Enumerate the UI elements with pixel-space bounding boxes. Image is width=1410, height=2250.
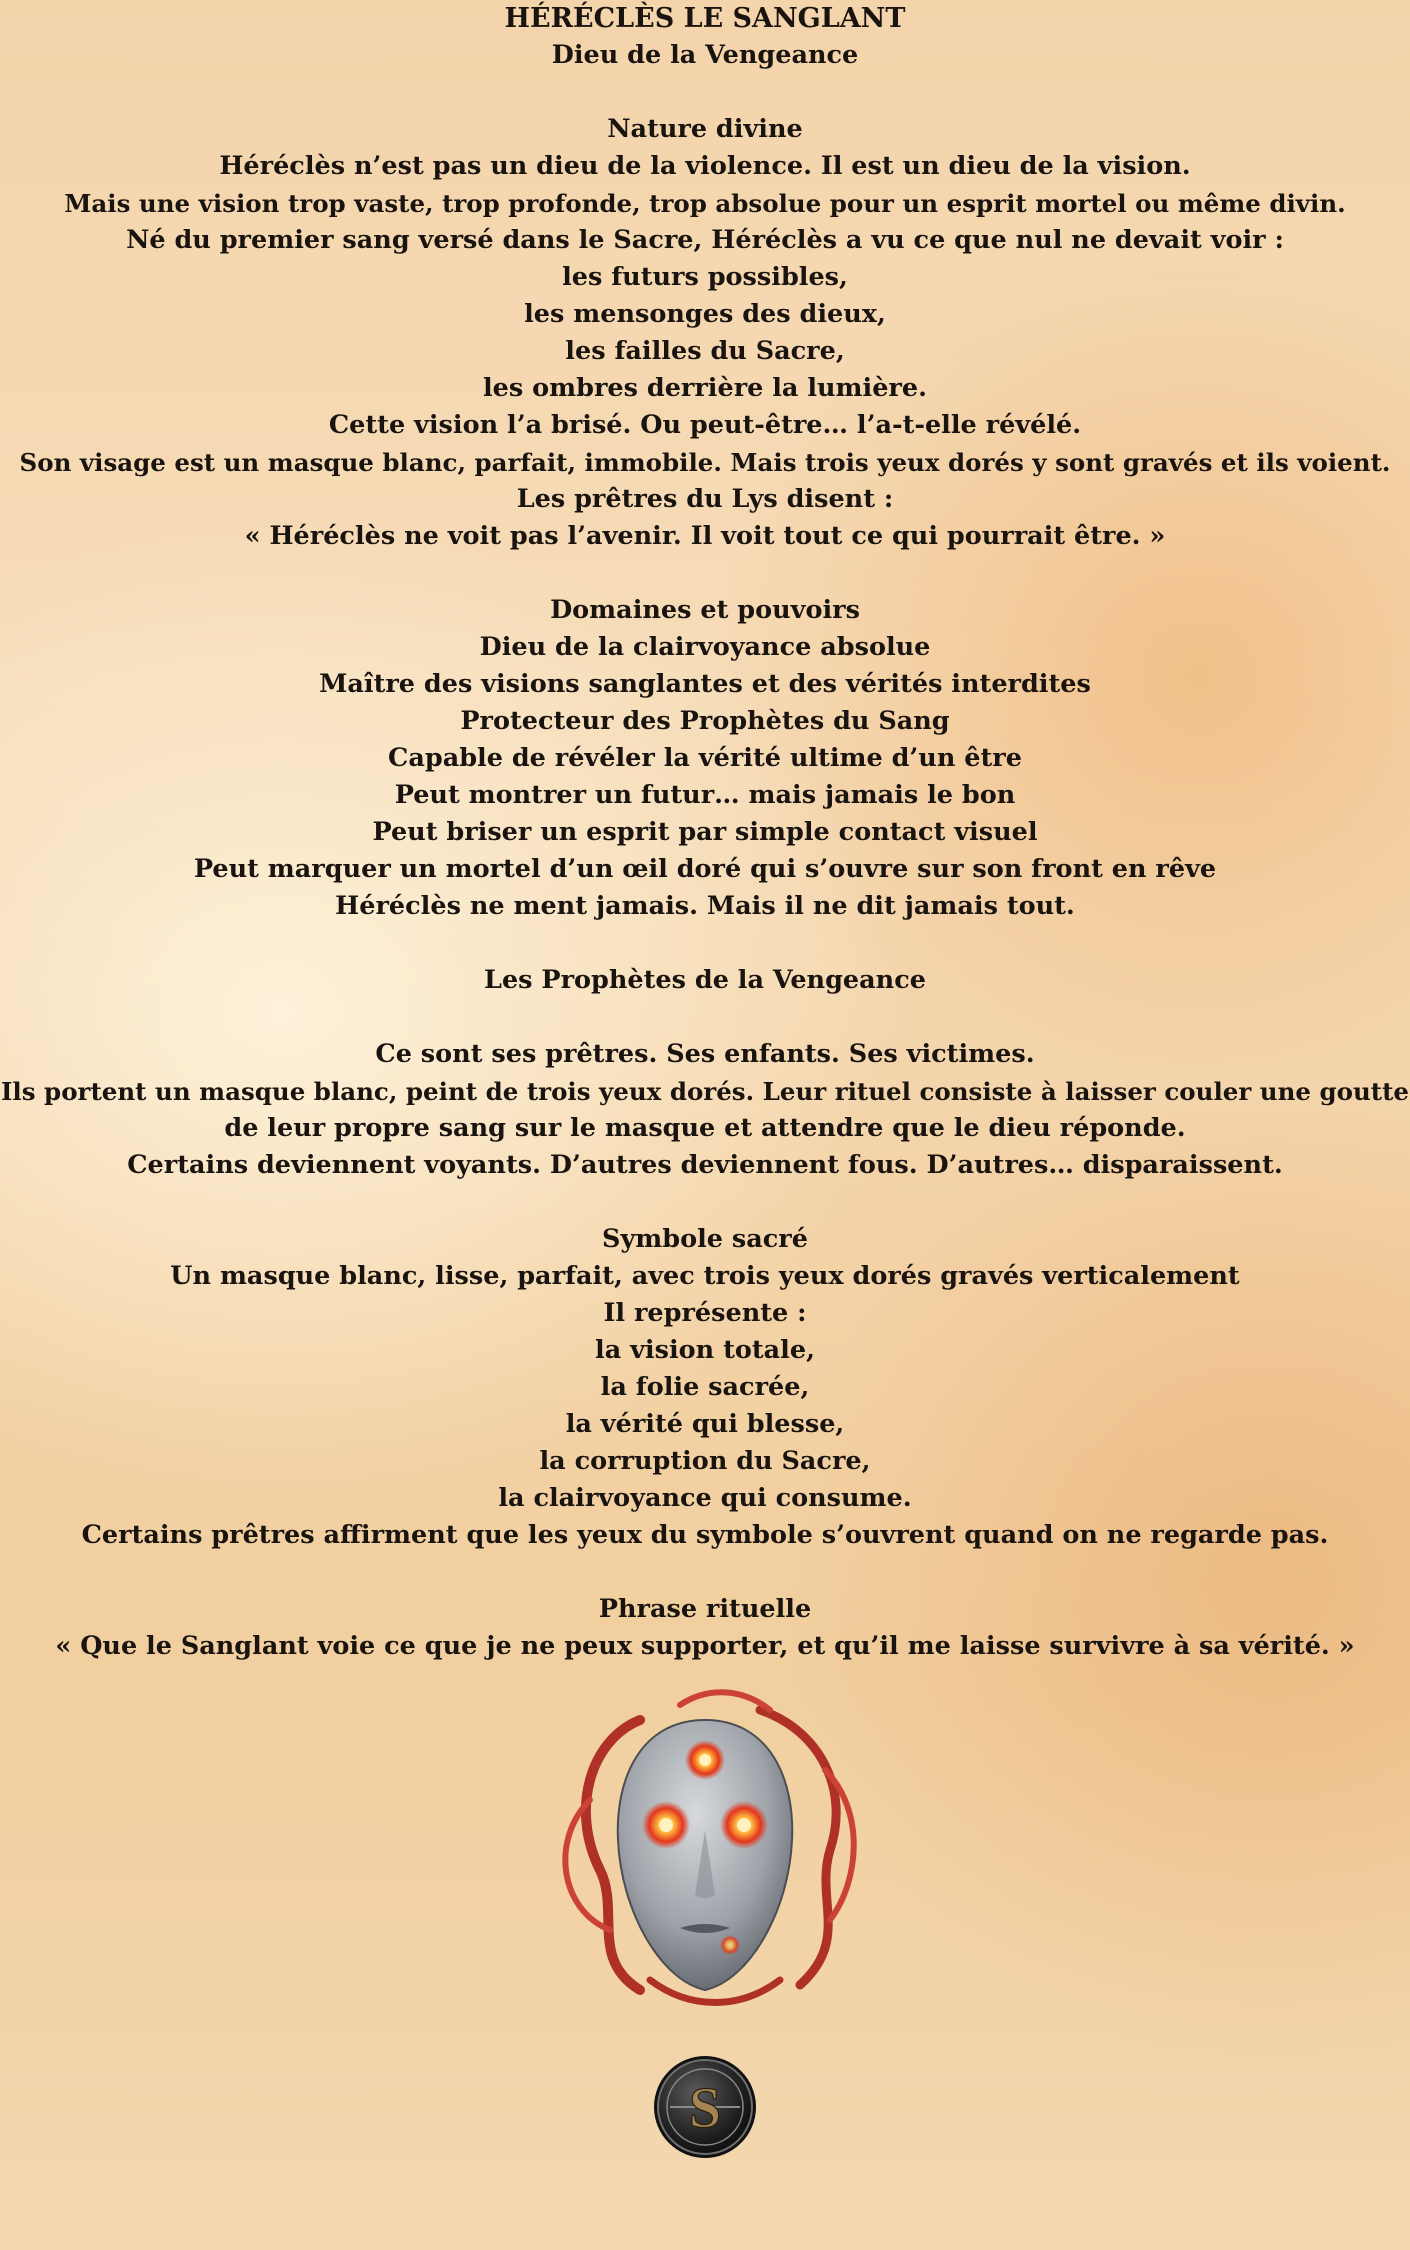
- seal-letter: S: [688, 2075, 722, 2140]
- nature-line: Mais une vision trop vaste, trop profonde, trop absolue pour un esprit mortel ou même divin.: [64, 189, 1346, 218]
- section-heading-domaines: Domaines et pouvoirs: [550, 595, 860, 625]
- prophetes-line: de leur propre sang sur le masque et attendre que le dieu réponde.: [224, 1113, 1186, 1143]
- symbole-line: la vision totale,: [595, 1335, 815, 1365]
- section-heading-nature: Nature divine: [607, 114, 803, 144]
- section-heading-symbole: Symbole sacré: [602, 1224, 808, 1254]
- symbole-line: Certains prêtres affirment que les yeux du symbole s’ouvrent quand on ne regarde pas.: [81, 1520, 1329, 1550]
- domaines-line: Capable de révéler la vérité ultime d’un être: [388, 743, 1022, 773]
- symbole-line: la vérité qui blesse,: [565, 1409, 845, 1439]
- symbole-line: la clairvoyance qui consume.: [498, 1483, 912, 1513]
- domaines-line: Protecteur des Prophètes du Sang: [460, 706, 950, 736]
- nature-line: Les prêtres du Lys disent :: [516, 484, 894, 514]
- nature-line: Héréclès n’est pas un dieu de la violence. Il est un dieu de la vision.: [219, 151, 1191, 181]
- nature-line: Cette vision l’a brisé. Ou peut-être… l’a-t-elle révélé.: [328, 410, 1082, 440]
- spacer: [0, 74, 1410, 111]
- symbole-line: Il représente :: [603, 1298, 807, 1328]
- nature-line: les failles du Sacre,: [565, 336, 845, 366]
- nature-quote: « Héréclès ne voit pas l’avenir. Il voit tout ce qui pourrait être. »: [244, 521, 1166, 551]
- coin-logo-icon: [652, 2054, 758, 2160]
- symbole-line: la corruption du Sacre,: [539, 1446, 871, 1476]
- page-title: HÉRÉCLÈS LE SANGLANT: [504, 3, 906, 34]
- domaines-line: Héréclès ne ment jamais. Mais il ne dit jamais tout.: [335, 891, 1075, 921]
- domaines-line: Peut marquer un mortel d’un œil doré qui s’ouvre sur son front en rêve: [193, 854, 1217, 884]
- phrase-quote: « Que le Sanglant voie ce que je ne peux supporter, et qu’il me laisse survivre à sa vérité. »: [55, 1631, 1355, 1661]
- nature-line: les futurs possibles,: [562, 262, 848, 292]
- spacer: [0, 925, 1410, 962]
- prophetes-line: Ils portent un masque blanc, peint de trois yeux dorés. Leur rituel consiste à laisser couler une goutte: [0, 1077, 1410, 1106]
- page-subtitle: Dieu de la Vengeance: [551, 40, 859, 70]
- domaines-line: Maître des visions sanglantes et des vérités interdites: [319, 669, 1091, 699]
- symbole-line: Un masque blanc, lisse, parfait, avec trois yeux dorés gravés verticalement: [170, 1261, 1240, 1291]
- symbole-line: la folie sacrée,: [600, 1372, 810, 1402]
- nature-line: les ombres derrière la lumière.: [483, 373, 927, 403]
- seal-logo: [652, 2054, 758, 2160]
- three-eyed-mask-icon: [530, 1680, 880, 2030]
- domaines-line: Peut montrer un futur… mais jamais le bon: [394, 780, 1016, 810]
- nature-line: Son visage est un masque blanc, parfait, immobile. Mais trois yeux dorés y sont gravés et ils voient.: [19, 448, 1391, 477]
- domaines-line: Dieu de la clairvoyance absolue: [479, 632, 931, 662]
- prophetes-line: Ce sont ses prêtres. Ses enfants. Ses victimes.: [375, 1039, 1035, 1069]
- spacer: [0, 1184, 1410, 1221]
- spacer: [0, 1554, 1410, 1591]
- nature-line: Né du premier sang versé dans le Sacre, Héréclès a vu ce que nul ne devait voir :: [126, 225, 1284, 255]
- domaines-line: Peut briser un esprit par simple contact visuel: [372, 817, 1038, 847]
- spacer: [0, 999, 1410, 1036]
- spacer: [0, 555, 1410, 592]
- prophetes-line: Certains deviennent voyants. D’autres deviennent fous. D’autres… disparaissent.: [127, 1150, 1283, 1180]
- nature-line: les mensonges des dieux,: [524, 299, 886, 329]
- mask-illustration: [530, 1680, 880, 2030]
- section-heading-prophetes: Les Prophètes de la Vengeance: [484, 965, 926, 995]
- section-heading-phrase: Phrase rituelle: [598, 1594, 812, 1624]
